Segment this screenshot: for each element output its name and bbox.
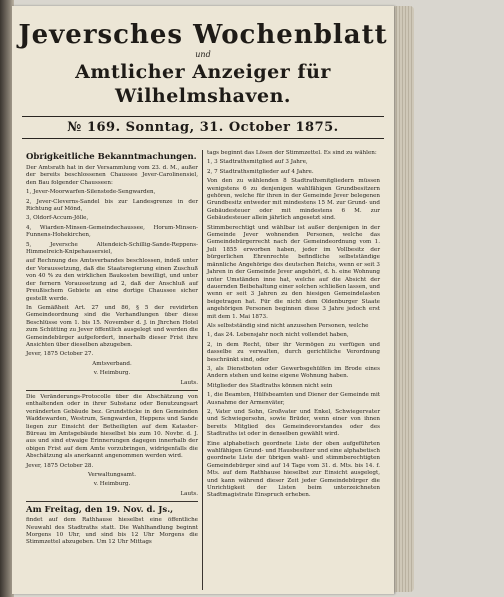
issue-date: Sonntag, 31. October 1875. — [125, 120, 339, 135]
right-para-4: Als selbstständig sind nicht anzusehen Personen, welche — [207, 322, 369, 329]
right-column — [203, 150, 384, 590]
masthead-title: Jeversches Wochenblatt — [18, 20, 388, 50]
masthead — [12, 6, 394, 108]
signature-name: v. Heimburg. — [93, 481, 131, 488]
right-para-3: Stimmberechtigt und wählbar ist außer denjenigen in der Gemeinde Jever wohnenden Personen, welche das Gemeindebürgerrecht nach der Gemeindeordnung vom 1. Juli 1855 erworben haben, jeder im Vollbesitz der bürgerlichen Ehrenrechte befindliche selbstständige männliche Angehörige des deutschen Reichs, wenn er seit 3 Jahren in der Gemeinde Jever angehört, d. h. eine Wohnung unter Umständen inne hat, welche auf die Absicht der dauernden Beibehaltung einer solchen schließen lassen, und wenn er seit 3 Jahren zu den hiesigen Gemeindelasten beigetragen hat. Für die nicht dem Oldenburger Staate angehörigen Personen beginnen diese 3 Jahre jedoch erst mit dem 1. Mai 1873. — [207, 224, 380, 320]
left-para-1: Der Amtsrath hat in der Versammlung vom 23. d. M., außer der bereits beschlossenen Chaussee Jever-Carolinensiel, den Bau folgender Chausseen: — [26, 165, 198, 186]
columns — [22, 150, 384, 590]
signature-clerk: Lauts. — [180, 379, 198, 386]
newspaper-page — [12, 6, 394, 594]
left-para-2: auf Rechnung des Amtsverbandes beschlossen, indeß unter der Voraussetzung, daß die Staatsregierung einen Zuschuß von 40 % zu den wirklichen Baukosten bewilligt, und unter der fernern Voraussetzung ad 2, daß der Anschluß auf Preußischem Gebiete an eine dortige Chaussee sicher gestellt werde. — [26, 258, 198, 302]
signature-office: Verwaltungsamt. — [88, 472, 136, 479]
section-heading: Obrigkeitliche Bekanntmachungen. — [26, 152, 197, 162]
left-list-item: 2, Jever-Cleverns-Sandel bis zur Landesgrenze in der Richtung auf Mönd, — [26, 198, 198, 213]
masthead-und: und — [195, 50, 211, 59]
right-list-item: 1, 3 Stadtrathsmitglied auf 3 Jahre, — [207, 159, 308, 166]
signature-clerk: Lauts. — [180, 490, 198, 497]
right-list-item: 2, Vater und Sohn, Großvater und Enkel, Schwiegervater und Schwiegersohn, sowie Brüder, wenn einer von ihnen bereits Mitglied des Gemeindevorstandes oder des Stadtraths ist oder in denselben gewählt wird. — [207, 409, 380, 438]
left-list-item: 5, Jeversche Altendeich-Schillig-Sande-Reppens-Himmelreich-Knipehausersiel, — [26, 241, 198, 256]
issue-line — [22, 116, 384, 139]
left-list-item: 3, Oldorf-Accum-Jölle, — [26, 215, 89, 222]
right-para-2: Von den zu wählenden 8 Stadtrathsmitgliedern müssen wenigstens 6 zu denjenigen wahlfähigen Grundbesitzern gehören, welche für ihren in der Gemeinde Jever belegenen Grundbesitz entweder mit mindestens 15 M. zur Grund- und Gebäudesteuer oder mit mindestens 6 M. zur Gebäudesteuer allein jährlich angesetzt sind. — [207, 178, 380, 222]
signature-place: Jever, 1875 October 27. — [26, 351, 94, 358]
right-list-item: 3, als Dienstboten oder Gewerbsgehülfen im Brode eines Andern stehen und keine eigene Wohnung haben. — [207, 365, 380, 380]
divider — [26, 501, 198, 502]
signature-place: Jever, 1875 October 28. — [26, 462, 94, 469]
election-heading: Am Freitag, den 19. Nov. d. Js., — [26, 505, 174, 516]
right-list-item: 1, das 24. Lebensjahr noch nicht vollendet haben, — [207, 332, 349, 339]
left-para-5: findet auf dem Rathhause hieselbst eine öffentliche Neuwahl des Stadtraths statt. Die Wahlhandlung beginnt Morgens 10 Uhr, und sind bis 12 Uhr Morgens die Stimmzettel abzugeben. Um 12 Uhr Mittags — [26, 517, 198, 546]
masthead-subtitle: Amtlicher Anzeiger für Wilhelmshaven. — [75, 61, 331, 107]
right-list-item: 1, die Beamten, Hülfsbeamten und Diener der Gemeinde mit Ausnahme der Armenväter, — [207, 392, 380, 406]
right-para-1: tags beginnt das Lösen der Stimmzettel. Es sind zu wählen: — [207, 150, 377, 156]
left-para-3: In Gemäßheit Art. 27 und 86, § 5 der revidirten Gemeindeordnung sind die Verhandlungen über diese Beschlüsse vom 1. bis 15. November d. J. in Jhrchen Hotel zum Schütting zu Jever öffentlich ausgelegt und werden die Gemeindebürger aufgefordert, innerhalb dieser Frist ihre Ansichten über dieselben abzugeben. — [26, 304, 198, 348]
signature-name: v. Heimburg. — [93, 370, 131, 377]
right-list-item: 2, 7 Stadtrathsmitglieder auf 4 Jahre. — [207, 168, 314, 175]
right-para-5: Mitglieder des Stadtraths können nicht sein — [207, 382, 333, 389]
divider — [26, 390, 198, 391]
right-para-6: Eine alphabetisch geordnete Liste der oben aufgeführten wahlfähigen Grund- und Hausbesitzer und eine alphabetisch geordnete Liste der übrigen wahl- und stimmberechtigten Gemeindebürger sind auf 14 Tage vom 31. d. Mts. bis 14. f. Mts. auf dem Rathhause hieselbst zur Einsicht ausgelegt, und kann während dieser Zeit jeder Gemeindebürger die Unrichtigkeit der Listen beim unterzeichneten Stadtmagistrate Einspruch erheben. — [207, 440, 380, 499]
left-list-item: 4, Wiarden-Minsen-Gemeindechaussee, Horum-Minsen-Funnens-Hohekirchen, — [26, 224, 198, 239]
issue-number: № 169. — [67, 120, 121, 135]
left-para-4: Die Veränderungs-Protocolle über die Abschätzung von enthaltenden oder in ihrer Substanz oder Benutzungsart veränderten Gebäude bez. Grundstücke in den Gemeinden Waddewarden, Westrum, Sengwarden, Heppens und Sande liegen zur Einsicht der Betheiligten auf dem Kataster-Büreau im Amtsgebäude hieselbst bis zum 10. Novbr. d. J. aus und sind etwaige Erinnerungen dagegen innerhalb der obigen Frist auf dem Amte vorzubringen, widrigenfalls die Abschätzung als anerkannt angenommen werden wird. — [26, 393, 198, 460]
left-list-item: 1, Jever-Moorwarfen-Silenstede-Sengwarden, — [26, 189, 156, 196]
left-column — [22, 150, 203, 590]
right-list-item: 2, in dem Recht, über ihr Vermögen zu verfügen und dasselbe zu verwalten, durch gerichtliche Verordnung beschränkt sind, oder — [207, 341, 380, 363]
signature-office: Amtsverband. — [92, 360, 132, 367]
